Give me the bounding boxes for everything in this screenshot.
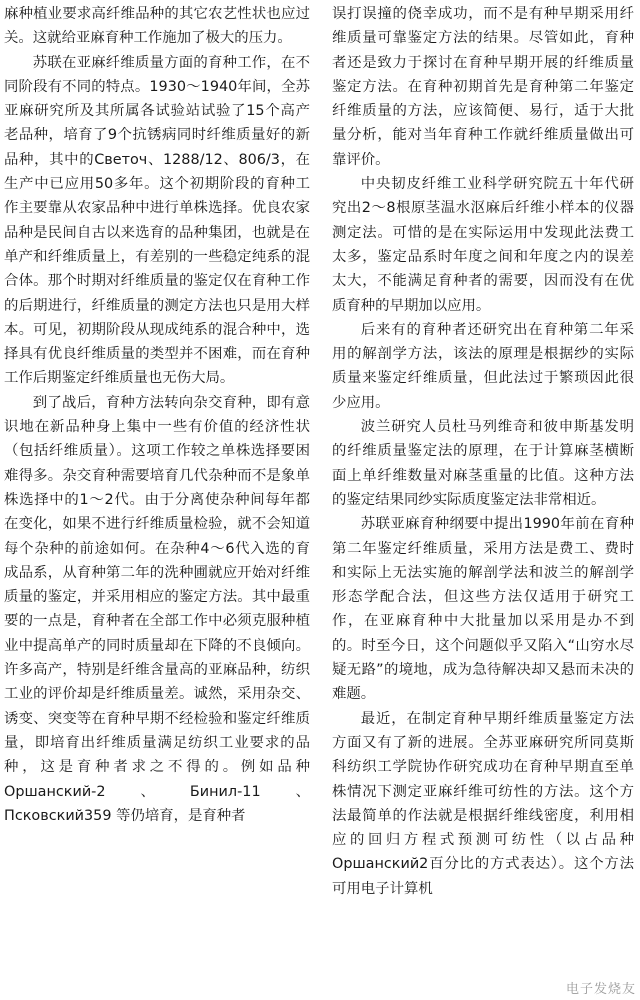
left-text-column <box>4 2 310 828</box>
paragraph: 苏联在亚麻纤维质量方面的育种工作，在不同阶段有不同的特点。1930～1940年间，全苏亚麻研究所及其所属各试验站试验了15个高产老品种，培育了9个抗锈病同时纤维质量好的新品种，其中的Светоч、1288/12、806/3，在生产中已应用50多年。这个初期阶段的育种工作主要靠从农家品种中进行单株选择。优良农家品种是民间自古以来选育的品种集团，也就是在单产和纤维质量上，有差别的一些稳定纯系的混合体。那个时期对纤维质量的鉴定仅在育种工作的后期进行，纤维质量的测定方法也只是用大样本。可见，初期阶段从现成纯系的混合种中，选择具有优良纤维质量的类型并不困难，而在育种工作后期鉴定纤维质量也无伤大局。 <box>4 54 310 387</box>
paragraph: 苏联亚麻育种纲要中提出1990年前在育种第二年鉴定纤维质量，采用方法是费工、费时和实际上无法实施的解剖学法和波兰的解剖学形态学配合法，但这些方法仅适用于研究工作，在亚麻育种中大批量加以采用是办不到的。时至今日，这个问题似乎又陷入“山穷水尽疑无路”的境地，成为急待解决却又悬而未决的难题。 <box>332 516 634 703</box>
right-text-column <box>332 2 634 901</box>
paragraph: 中央韧皮纤维工业科学研究院五十年代研究出2～8根原茎温水沤麻后纤维小样本的仪器测定法。可惜的是在实际运用中发现此法费工太多，鉴定品系时年度之间和年度之内的误差太大，不能满足育种者的需要，因而没有在优质育种的早期加以应用。 <box>332 176 634 314</box>
paragraph: 波兰研究人员杜马列维奇和彼申斯基发明的纤维质量鉴定法的原理，在于计算麻茎横断面上单纤维数量对麻茎重量的比值。这种方法的鉴定结果同纱实际质度鉴定法非常相近。 <box>332 419 634 508</box>
paragraph: 后来有的育种者还研究出在育种第二年采用的解剖学方法，该法的原理是根据纱的实际质量来鉴定纤维质量，但此法过于繁琐因此很少应用。 <box>332 321 634 411</box>
paragraph: 误打误撞的侥幸成功，而不是有种早期采用纤维质量可靠鉴定方法的结果。尽管如此，育种者还是致力于探讨在育种早期开展的纤维质量鉴定方法。在育种初期首先是育种第二年鉴定纤维质量的方法，应该简便、易行，适于大批量分析，能对当年育种工作就纤维质量做出可靠评价。 <box>332 6 634 168</box>
paragraph: 麻种植业要求高纤维品种的其它农艺性状也应过关。这就给亚麻育种工作施加了极大的压力。 <box>4 6 310 47</box>
paragraph: 最近，在制定育种早期纤维质量鉴定方法方面又有了新的进展。全苏亚麻研究所同莫斯科纺织工学院协作研究成功在育种早期直至单株情况下测定亚麻纤维可纺性的方法。这个方法最简单的作法就是根据纤维线密度，利用相应的回归方程式预测可纺性（以占品种Оршанский2百分比的方式表达）。这个方法可用电子计算机 <box>332 710 634 897</box>
paragraph: 到了战后，育种方法转向杂交育种，即有意识地在新品种身上集中一些有价值的经济性状（包括纤维质量）。这项工作较之单株选择要困难得多。杂交育种需要培育几代杂种而不是象单株选择中的1～2代。由于分离使杂种间每年都在变化，如果不进行纤维质量检验，就不会知道每个杂种的前途如何。在杂种4～6代入选的育成品系，从育种第二年的洗种圃就应开始对纤维质量的鉴定，并采用相应的鉴定方法。其中最重要的一点是，育种者在全部工作中必须克服种植业中提高单产的同时质量却在下降的不良倾向。许多高产，特别是纤维含量高的亚麻品种，纺织工业的评价却是纤维质量差。诚然，采用杂交、诱变、突变等在育种早期不经检验和鉴定纤维质量，即培育出纤维质量满足纺织工业要求的品种，这是育种者求之不得的。例如品种 Оршанский-2、Бинил-11、Псковский359 等仍培育，是育种者 <box>4 394 310 824</box>
watermark: 电子发烧友 <box>565 982 636 997</box>
